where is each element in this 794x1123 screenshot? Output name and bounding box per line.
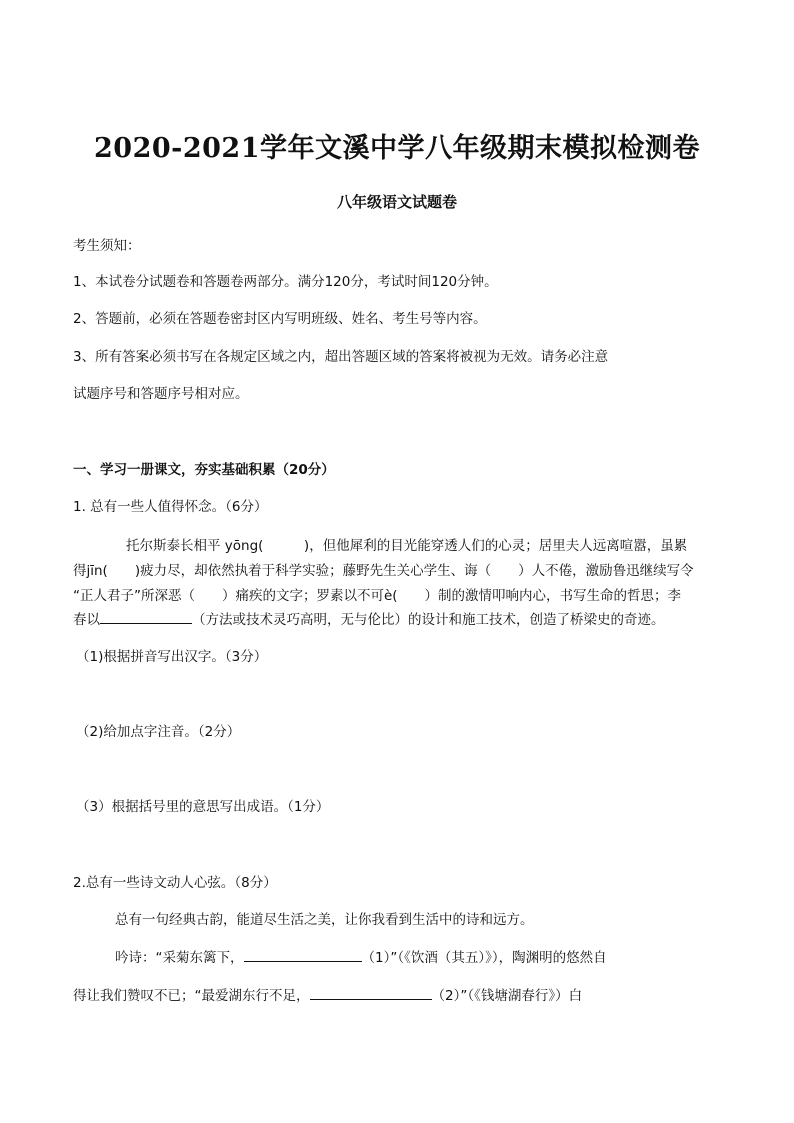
poem-blank-2: [310, 986, 432, 1000]
question-1-title: 1. 总有一些人值得怀念。（6分）: [73, 499, 268, 515]
notice-item-2: 2、答题前，必须在答题卷密封区内写明班级、姓名、考生号等内容。: [73, 311, 487, 327]
poem-blank-1: [244, 948, 362, 962]
question-1-sub-2: （2)给加点字注音。（2分）: [76, 724, 241, 740]
question-2-line2: [73, 984, 582, 1004]
question-2-line2-text-b: （2）”（《钱塘湖春行》）白: [431, 988, 583, 1004]
question-1-sub-3: （3）根据括号里的意思写出成语。（1分）: [76, 799, 330, 815]
question-1-line4-text-a: 春以: [73, 612, 100, 628]
question-1-line4-text-b: （方法或技术灵巧高明，无与伦比）的设计和施工技术，创造了桥梁史的奇迹。: [192, 612, 665, 628]
question-1-paragraph-line1: 托尔斯泰长相平 yōng( )，但他犀利的目光能穿透人们的心灵；居里夫人远离喧嚣，虽累: [126, 538, 688, 554]
question-1-paragraph-line2: 得jīn( )疲力尽，却依然执着于科学实验；藤野先生关心学生、诲（ ）人不倦，激励鲁迅继续写令: [73, 563, 694, 579]
notice-item-3-line1: 3、所有答案必须书写在各规定区域之内，超出答题区域的答案将被视为无效。请务必注意: [73, 349, 609, 365]
notice-heading: 考生须知：: [73, 238, 141, 254]
question-1-paragraph-line3: “正人君子”所深恶（ ）痛疾的文字；罗素以不可è( ）制的激情叩响内心，书写生命的哲思；李: [73, 588, 682, 604]
question-2-line2-text-a: 得让我们赞叹不已；“最爱湖东行不足，: [73, 988, 310, 1004]
question-2-line1-text-a: 吟诗：“采菊东篱下，: [115, 950, 244, 966]
question-2-line1-text-b: （1）”（《饮酒（其五）》），陶渊明的悠然自: [361, 950, 607, 966]
question-2-title: 2.总有一些诗文动人心弦。（8分）: [73, 875, 277, 891]
question-1-paragraph-line4: [73, 608, 665, 628]
notice-item-1: 1、本试卷分试题卷和答题卷两部分。满分120分，考试时间120分钟。: [73, 274, 498, 290]
idiom-blank: [100, 610, 192, 624]
question-2-line1: [115, 946, 607, 966]
notice-item-3-line2: 试题序号和答题序号相对应。: [73, 386, 249, 402]
question-2-intro: 总有一句经典古韵，能道尽生活之美，让你我看到生活中的诗和远方。: [115, 912, 534, 928]
exam-title: 2020-2021学年文溪中学八年级期末模拟检测卷: [94, 133, 700, 164]
exam-subtitle: 八年级语文试题卷: [336, 193, 457, 211]
section-1-heading: 一、学习一册课文，夯实基础积累（20分）: [73, 462, 335, 478]
question-1-sub-1: （1)根据拼音写出汉字。（3分）: [76, 649, 268, 665]
